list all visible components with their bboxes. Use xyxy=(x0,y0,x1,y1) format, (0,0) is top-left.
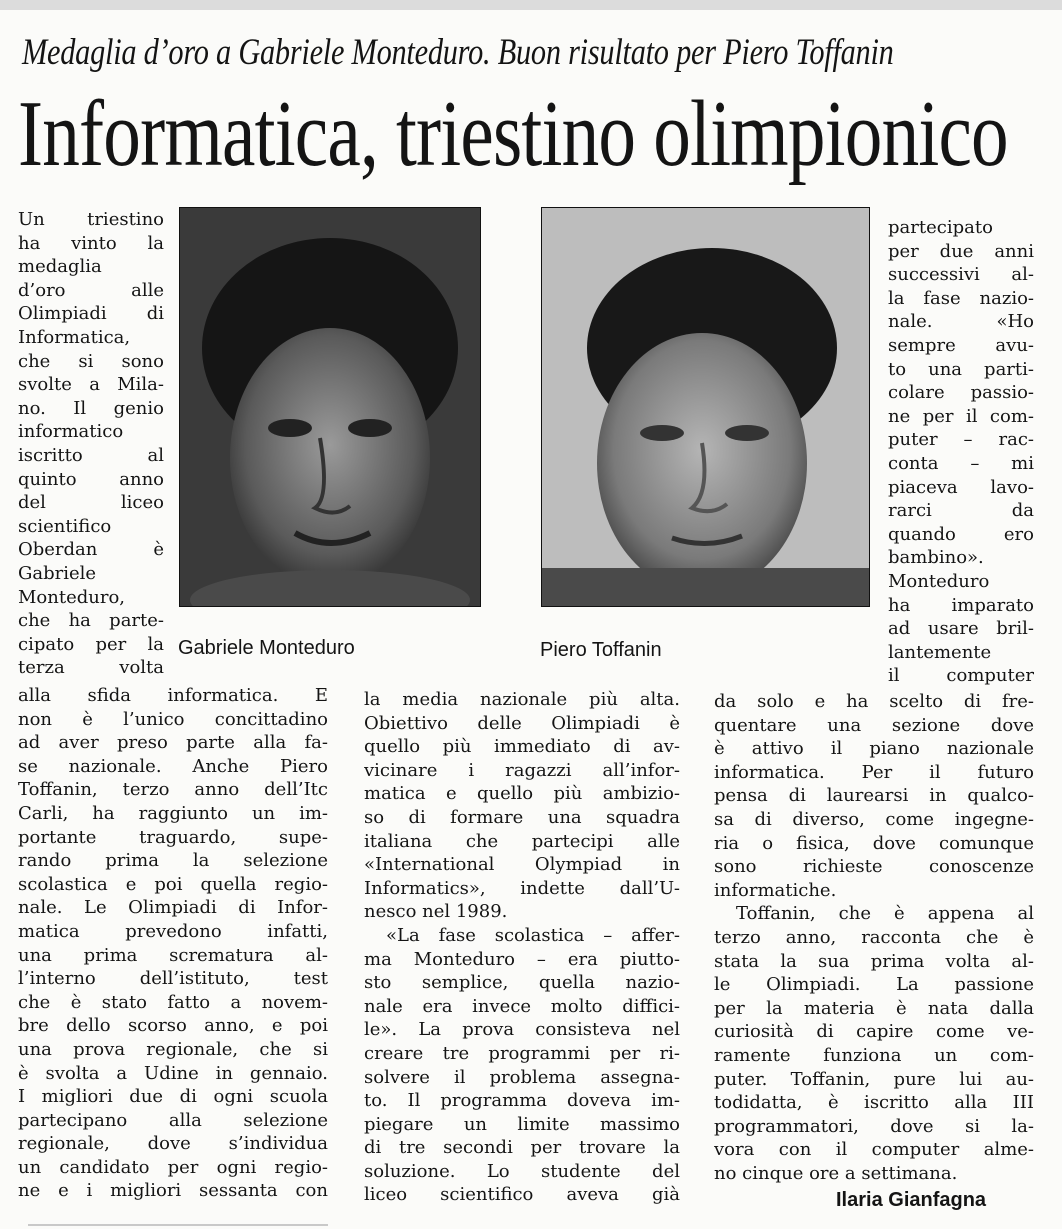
text-line: quando ero xyxy=(888,523,1034,545)
text-line: ma Monteduro – era piutto- xyxy=(364,948,680,970)
text-line: partecipano alla selezione xyxy=(18,1109,328,1131)
text-line: del liceo xyxy=(18,492,164,514)
text-line: bambino». xyxy=(888,547,984,569)
text-line: quentare una sezione dove xyxy=(714,714,1034,736)
text-line: quello più immediato di av- xyxy=(364,736,680,758)
text-line: ha imparato xyxy=(888,594,1034,616)
text-line: che è stato fatto a novem- xyxy=(18,991,328,1013)
byline: Ilaria Gianfagna xyxy=(836,1189,987,1211)
text-line: ad usare bril- xyxy=(888,618,1034,640)
text-line: vora con il computer alme- xyxy=(714,1139,1034,1161)
text-line: to una parti- xyxy=(888,358,1034,380)
text-line: le Olimpiadi. La passione xyxy=(714,974,1034,996)
text-line: italiana che partecipi alle xyxy=(364,830,680,852)
text-line: se nazionale. Anche Piero xyxy=(18,755,328,777)
text-line: Carli, ha raggiunto un im- xyxy=(18,802,328,824)
text-line: regionale, dove s’individua xyxy=(18,1133,328,1155)
text-line: informatica. Per il futuro xyxy=(714,761,1034,783)
text-line: sto semplice, quella nazio- xyxy=(364,972,680,994)
text-line: la media nazionale più alta. xyxy=(364,689,680,710)
text-line: l’interno dell’istituto, test xyxy=(18,968,328,990)
top-rule xyxy=(0,0,1062,10)
text-line: todidatta, è iscritto alla III xyxy=(714,1092,1034,1114)
text-line: è svolta a Udine in gennaio. xyxy=(18,1062,328,1084)
text-line: portante traguardo, supe- xyxy=(18,826,328,848)
text-line: nale. «Ho xyxy=(888,311,1034,333)
text-line: Gabriele xyxy=(18,562,97,584)
text-line: matica prevedono infatti, xyxy=(18,920,328,942)
text-line: sempre avu- xyxy=(888,334,1034,356)
text-line: d’oro alle xyxy=(18,279,164,301)
text-line: per due anni xyxy=(888,240,1034,262)
text-line: alla sfida informatica. E xyxy=(18,685,328,706)
text-line: solvere il problema assegna- xyxy=(364,1066,680,1088)
text-line: che ha parte- xyxy=(18,610,164,632)
text-line: Informatics», indette dall’U- xyxy=(364,877,680,899)
text-line: il computer xyxy=(888,665,1034,687)
text-line: la fase nazio- xyxy=(888,287,1034,309)
column-3-top xyxy=(888,216,1034,688)
text-line: sono richieste conoscenze xyxy=(714,856,1034,878)
text-line: puter. Toffanin, pure lui au- xyxy=(714,1068,1034,1090)
column-3-body xyxy=(714,690,1034,1185)
text-line: ne per il com- xyxy=(888,405,1034,427)
text-line: Olimpiadi di xyxy=(18,303,164,325)
text-line: colare passio- xyxy=(888,382,1034,404)
text-line: medaglia xyxy=(18,256,102,278)
text-line: puter – rac- xyxy=(888,429,1034,451)
text-line: stata la sua prima volta al- xyxy=(714,950,1034,972)
text-line: so di formare una squadra xyxy=(364,806,680,828)
text-line: da solo e ha scelto di fre- xyxy=(714,691,1034,712)
column-2-body xyxy=(364,688,680,1207)
text-line: Obiettivo delle Olimpiadi è xyxy=(364,712,680,734)
text-line: Oberdan è xyxy=(18,539,164,561)
text-line: Informatica, xyxy=(18,326,131,348)
text-line: iscritto al xyxy=(18,444,164,466)
text-line: svolte a Mila- xyxy=(18,374,164,396)
text-line: ha vinto la xyxy=(18,232,164,254)
text-line: terza volta xyxy=(18,657,164,679)
text-line: le». La prova consisteva nel xyxy=(364,1019,680,1041)
text-line: ne e i migliori sessanta con xyxy=(18,1180,328,1202)
text-line: una prima scrematura al- xyxy=(18,944,328,966)
headline: Informatica, triestino olimpionico xyxy=(18,82,1008,186)
photo-toffanin xyxy=(541,207,870,607)
text-line: per la materia è nata dalla xyxy=(714,997,1034,1019)
bottom-rule xyxy=(28,1224,328,1226)
text-line: una prova regionale, che si xyxy=(18,1038,328,1060)
text-line: rando prima la selezione xyxy=(18,850,328,872)
text-line: vicinare i ragazzi all’infor- xyxy=(364,759,680,781)
text-line: che si sono xyxy=(18,350,164,372)
text-line: nesco nel 1989. xyxy=(364,901,508,923)
text-line: sa di diverso, come ingegne- xyxy=(714,808,1034,830)
text-line: to. Il programma doveva im- xyxy=(364,1090,680,1112)
text-line: curiosità di capire come ve- xyxy=(714,1021,1034,1043)
kicker: Medaglia d’oro a Gabriele Monteduro. Buon risultato per Piero Toffanin xyxy=(22,32,894,73)
text-line: partecipato xyxy=(888,217,993,238)
text-line: lantemente xyxy=(888,641,992,663)
text-line: Monteduro xyxy=(888,570,990,592)
text-line: di tre secondi per trovare la xyxy=(364,1137,680,1159)
text-line: ad aver preso parte alla fa- xyxy=(18,732,328,754)
text-line: Toffanin, che è appena al xyxy=(736,903,1034,925)
text-line: informatiche. xyxy=(714,879,837,901)
text-line: Toffanin, terzo anno dell’Itc xyxy=(18,779,328,801)
photo-caption-monteduro: Gabriele Monteduro xyxy=(178,637,355,659)
text-line: Un triestino xyxy=(18,209,164,230)
text-line: scolastica e poi quella regio- xyxy=(18,873,328,895)
text-line: soluzione. Lo studente del xyxy=(364,1160,680,1182)
text-line: no. Il genio xyxy=(18,397,164,419)
column-1-body xyxy=(18,684,328,1203)
text-line: conta – mi xyxy=(888,452,1034,474)
text-line: liceo scientifico aveva già xyxy=(364,1184,680,1206)
text-line: un candidato per ogni regio- xyxy=(18,1156,328,1178)
text-line: pensa di laurearsi in qualco- xyxy=(714,785,1034,807)
text-line: successivi al- xyxy=(888,264,1034,286)
photo-monteduro xyxy=(179,207,481,607)
photo-caption-toffanin: Piero Toffanin xyxy=(540,639,662,661)
text-line: terzo anno, racconta che è xyxy=(714,926,1034,948)
text-line: ria o fisica, dove comunque xyxy=(714,832,1034,854)
text-line: non è l’unico concittadino xyxy=(18,708,328,730)
text-line: programmatori, dove si la- xyxy=(714,1115,1034,1137)
text-line: piaceva lavo- xyxy=(888,476,1034,498)
text-line: rarci da xyxy=(888,500,1034,522)
text-line: ramente funziona un com- xyxy=(714,1044,1034,1066)
text-line: creare tre programmi per ri- xyxy=(364,1042,680,1064)
text-line: nale era invece molto diffici- xyxy=(364,995,680,1017)
text-line: nale. Le Olimpiadi di Infor- xyxy=(18,897,328,919)
text-line: Monteduro, xyxy=(18,586,126,608)
text-line: piegare un limite massimo xyxy=(364,1113,680,1135)
text-line: «International Olympiad in xyxy=(364,854,680,876)
text-line: è attivo il piano nazionale xyxy=(714,738,1034,760)
column-1-top xyxy=(18,208,164,680)
text-line: cipato per la xyxy=(18,633,164,655)
text-line: scientifico xyxy=(18,515,112,537)
text-line: I migliori due di ogni scuola xyxy=(18,1086,328,1108)
text-line: informatico xyxy=(18,421,124,443)
text-line: «La fase scolastica – affer- xyxy=(386,924,680,946)
text-line: quinto anno xyxy=(18,468,164,490)
text-line: matica e quello più ambizio- xyxy=(364,783,680,805)
text-line: bre dello scorso anno, e poi xyxy=(18,1015,328,1037)
text-line: no cinque ore a settimana. xyxy=(714,1162,958,1184)
